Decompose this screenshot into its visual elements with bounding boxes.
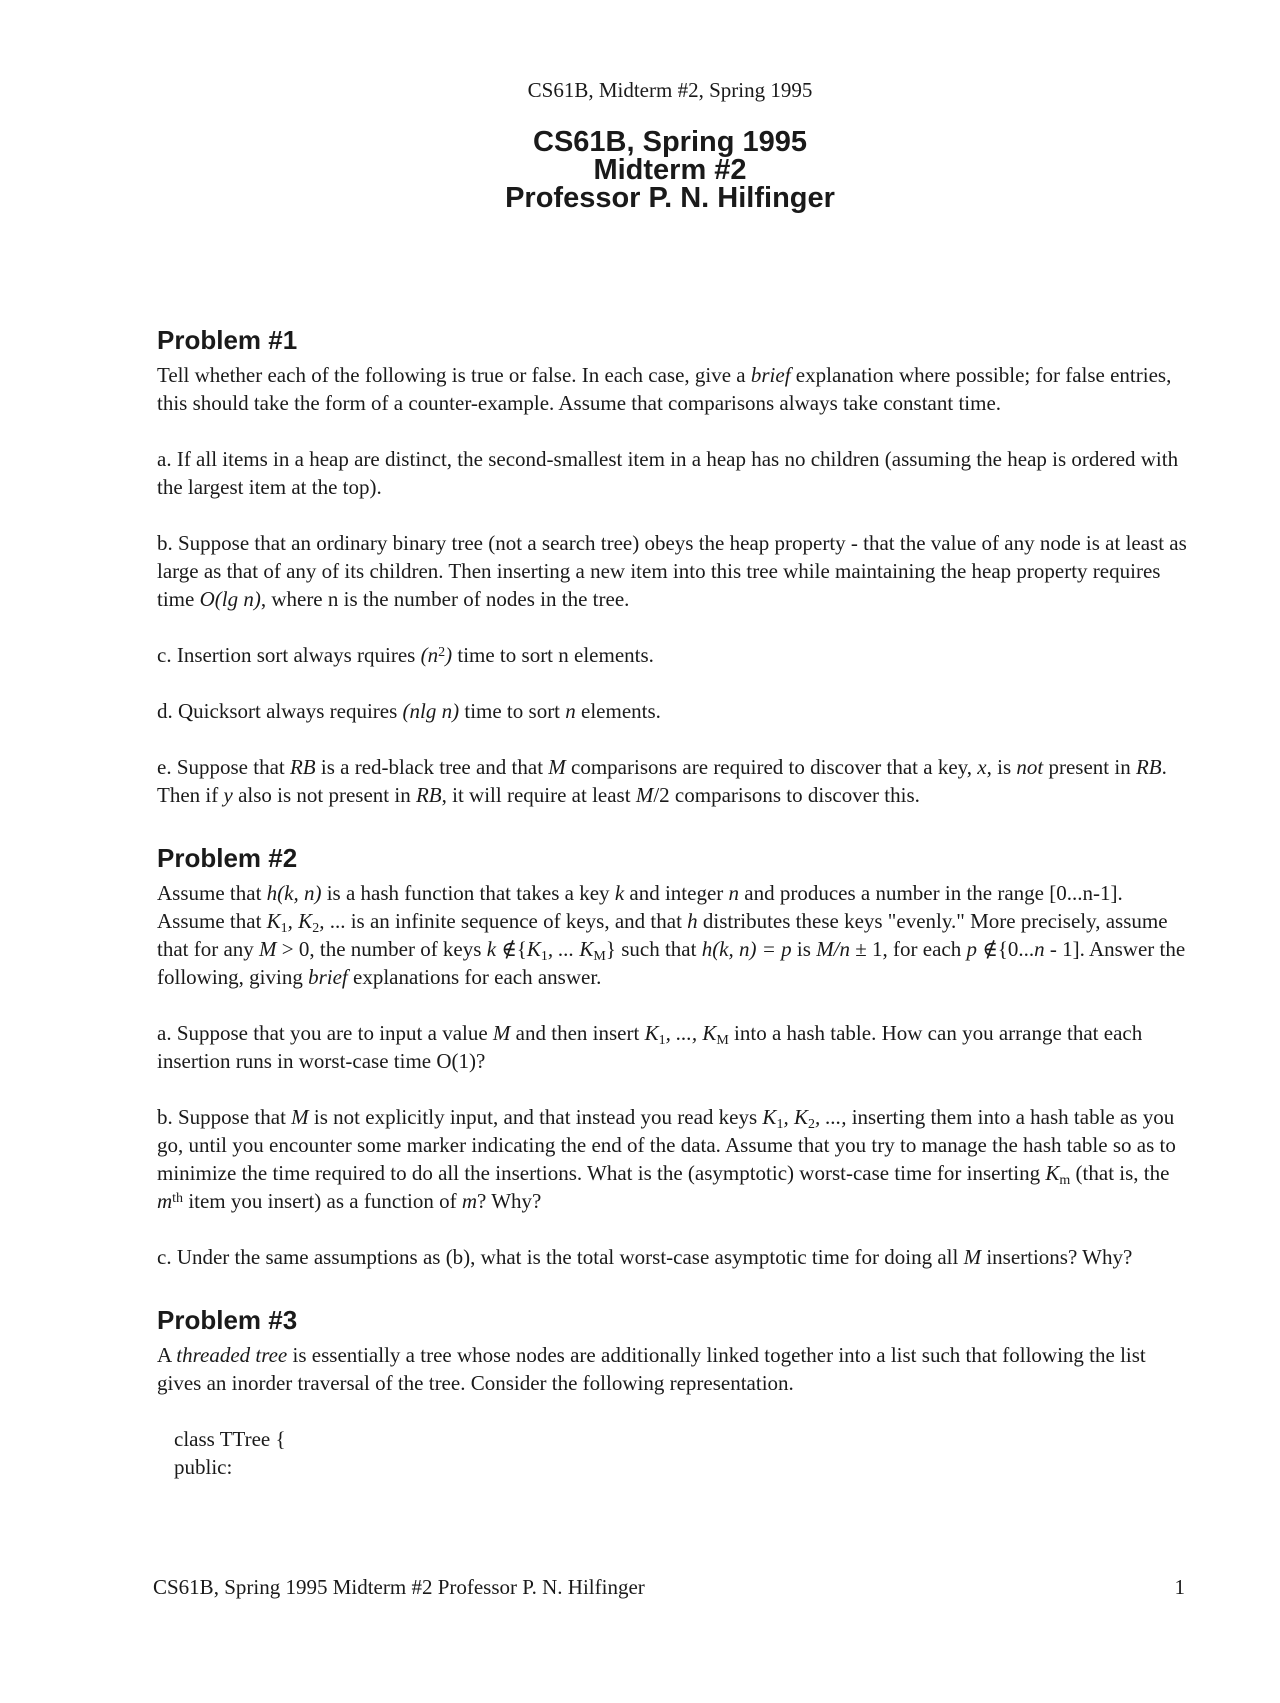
title-exam: Midterm #2 [593, 154, 747, 186]
problem-1-intro: Tell whether each of the following is true or false. In each case, give a brief explanation where possible; for false entries, this should take the form of a counter-example. Assume that comparisons always take constant time. [157, 363, 1172, 415]
problem-1-part-b: b. Suppose that an ordinary binary tree (not a search tree) obeys the heap property - that the value of any node is at least as large as that of any of its children. Then inserting a new item into this tree while maintaining the heap property requires time O(lg n), where n is the number of nodes in the tree. [157, 531, 1187, 611]
problem-1-part-a: a. If all items in a heap are distinct, the second-smallest item in a heap has no children (assuming the heap is ordered with the largest item at the top). [157, 447, 1179, 499]
code-line: class TTree { [174, 1427, 286, 1451]
title-course: CS61B, Spring 1995 [533, 126, 807, 158]
problem-3 [157, 1305, 1187, 1481]
problem-1-part-c: c. Insertion sort always rquires $(n^2)$ time to sort n elements. [157, 643, 654, 667]
code-listing [157, 1425, 1187, 1481]
problem-3-intro: A threaded tree is essentially a tree whose nodes are additionally linked together into a list such that following the list gives an inorder traversal of the tree. Consider the following representation. [157, 1343, 1146, 1395]
problem-1-part-e: e. Suppose that RB is a red-black tree and that M comparisons are required to discover that a key, x, is not present in RB. Then if y also is not present in RB, it will require at least M/2 comparisons to discover this. [157, 755, 1167, 807]
problem-1 [157, 325, 1187, 809]
problem-3-heading: Problem #3 [157, 1305, 298, 1335]
problem-2-intro: Assume that h(k, n) is a hash function that takes a key k and integer n and produces a number in the range [0...n-1]. Assume that $K_1$, $K_2$, ... is an infinite sequence of keys, and that h distributes these keys "evenly." More precisely, assume that for any M > 0, the number of keys k $\notin\{K_1$, ... $K_M$} such that h(k, n) = p is M/n ± 1, for each p ∉{0...n - 1]. Answer the following, giving brief explanations for each answer. [157, 881, 1186, 989]
problem-2-part-a: a. Suppose that you are to input a value M and then insert $K_1$, ..., $K_M$ into a hash table. How can you arrange that each insertion runs in worst-case time O(1)? [157, 1021, 1143, 1073]
page-number: 1 [1174, 1575, 1185, 1599]
running-head: CS61B, Midterm #2, Spring 1995 [527, 78, 813, 102]
problem-1-heading: Problem #1 [157, 325, 298, 355]
exam-content [157, 325, 1187, 1481]
footer-text: CS61B, Spring 1995 Midterm #2 Professor P. N. Hilfinger [153, 1575, 645, 1599]
problem-2-part-b: b. Suppose that M is not explicitly input, and that instead you read keys $K_1$, $K_2$, ..., inserting them into a hash table as you go, until you encounter some marker indicating the end of the data. Assume that you try to manage the hash table so as to minimize the time required to do all the insertions. What is the (asymptotic) worst-case time for inserting $K_m$ (that is, the $m^{th}$ item you insert) as a function of m? Why? [157, 1105, 1176, 1213]
problem-2-heading: Problem #2 [157, 843, 298, 873]
problem-2-part-c: c. Under the same assumptions as (b), what is the total worst-case asymptotic time for doing all M insertions? Why? [157, 1245, 1133, 1269]
code-line: public: [174, 1455, 233, 1479]
page-title [0, 128, 1280, 212]
problem-1-part-d: d. Quicksort always requires (nlg n) time to sort n elements. [157, 699, 661, 723]
problem-2 [157, 843, 1187, 1271]
title-professor: Professor P. N. Hilfinger [505, 182, 835, 214]
